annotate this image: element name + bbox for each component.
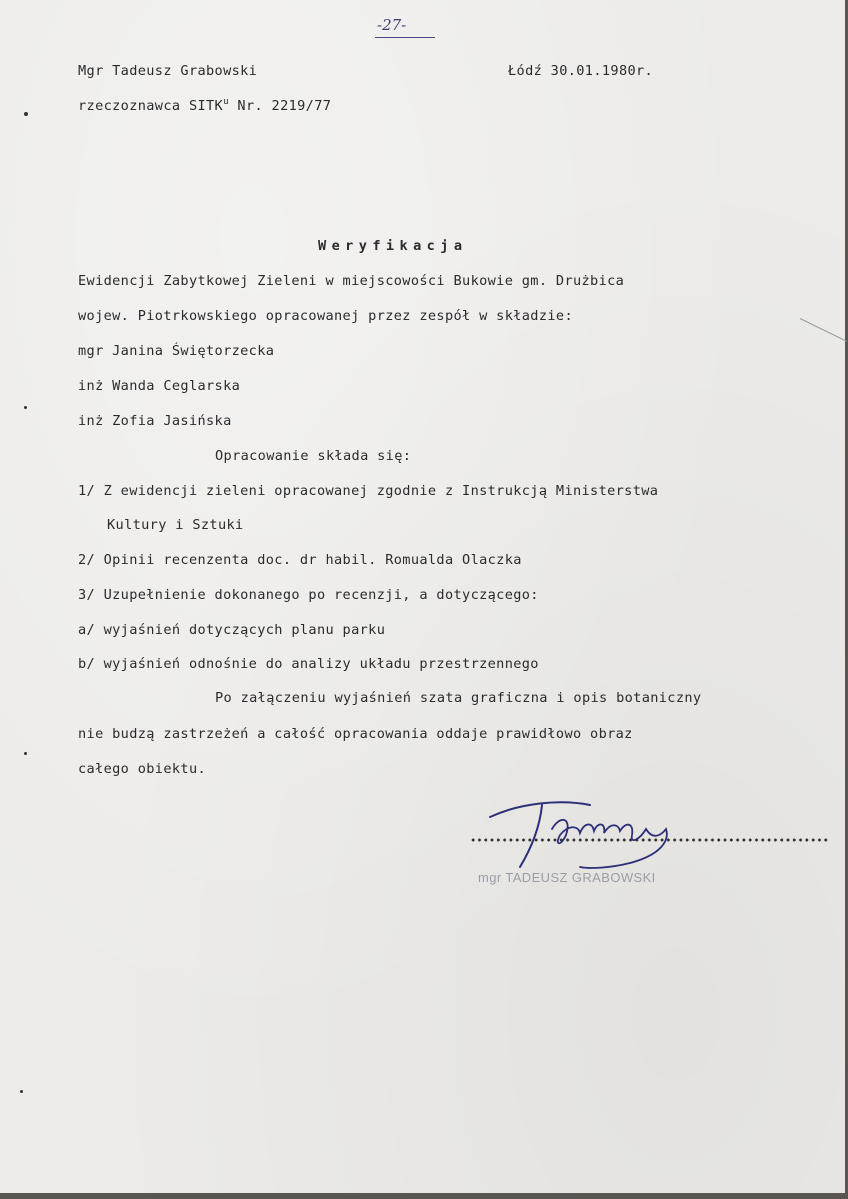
composition-heading: Opracowanie składa się: bbox=[215, 448, 412, 464]
conclusion-line-1: Po załączeniu wyjaśnień szata graficzna i opis botaniczny bbox=[215, 690, 702, 706]
list-item-1: 1/ Z ewidencji zieleni opracowanej zgodnie z Instrukcją Ministerstwa bbox=[78, 483, 659, 499]
author-name: Mgr Tadeusz Grabowski bbox=[78, 63, 258, 79]
list-subitem-b: b/ wyjaśnień odnośnie do analizy układu przestrzennego bbox=[78, 656, 539, 672]
list-item-3: 3/ Uzupełnienie dokonanego po recenzji, a dotyczącego: bbox=[78, 587, 539, 603]
team-member: inż Zofia Jasińska bbox=[78, 413, 232, 429]
margin-mark bbox=[24, 406, 27, 409]
team-member: mgr Janina Świętorzecka bbox=[78, 343, 275, 359]
intro-line-1: Ewidencji Zabytkowej Zieleni w miejscowości Bukowie gm. Drużbica bbox=[78, 273, 625, 289]
conclusion-line-2: nie budzą zastrzeżeń a całość opracowania oddaje prawidłowo obraz bbox=[78, 726, 633, 742]
page-number: -27- bbox=[377, 16, 407, 34]
credential-superscript: u bbox=[223, 97, 229, 107]
place-date: Łódź 30.01.1980r. bbox=[508, 63, 654, 79]
edge-scratch bbox=[800, 318, 847, 342]
conclusion-line-3: całego obiektu. bbox=[78, 761, 207, 777]
credential-prefix: rzeczoznawca SITK bbox=[78, 98, 224, 114]
margin-mark bbox=[24, 752, 27, 755]
name-stamp: mgr TADEUSZ GRABOWSKI bbox=[478, 870, 656, 885]
intro-line-2: wojew. Piotrkowskiego opracowanej przez zespół w składzie: bbox=[78, 308, 573, 324]
list-subitem-a: a/ wyjaśnień dotyczących planu parku bbox=[78, 622, 386, 638]
margin-mark bbox=[24, 112, 28, 116]
credential-number: Nr. 2219/77 bbox=[228, 98, 332, 114]
handwritten-signature bbox=[480, 795, 690, 875]
margin-mark bbox=[20, 1090, 23, 1093]
page-number-underline bbox=[375, 37, 435, 38]
document-title: Weryfikacja bbox=[318, 238, 468, 254]
list-item-1-continued: Kultury i Sztuki bbox=[107, 517, 244, 533]
list-item-2: 2/ Opinii recenzenta doc. dr habil. Romualda Olaczka bbox=[78, 552, 522, 568]
author-credential bbox=[78, 98, 331, 114]
team-member: inż Wanda Ceglarska bbox=[78, 378, 241, 394]
